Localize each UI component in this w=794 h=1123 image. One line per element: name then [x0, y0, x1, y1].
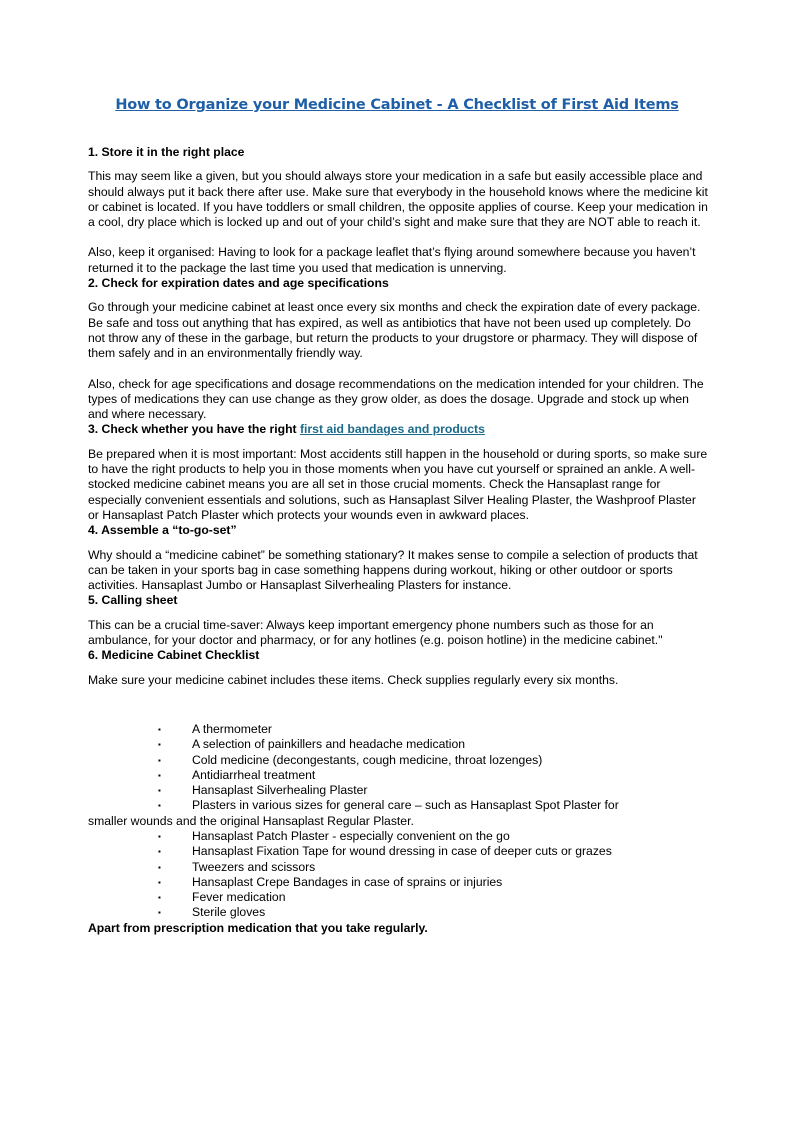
paragraph-to-go-set: Why should a “medicine cabinet” be something stationary? It makes sense to compile a selection of products that can be taken in your sports bag in case something happens during workout, hiking or other outdoor or sports activities. Hansaplast Jumbo or Hansaplast Silverhealing Plasters for instance.	[88, 547, 698, 593]
heading-store: 1. Store it in the right place	[88, 145, 245, 159]
list-item: ▪ Sterile gloves	[158, 905, 266, 920]
list-item: ▪ Antidiarrheal treatment	[158, 767, 316, 782]
bullet-icon: ▪	[158, 724, 161, 734]
bullet-icon: ▪	[158, 877, 161, 887]
paragraph-calling-sheet: This can be a crucial time-saver: Always keep important emergency phone numbers such as those for an ambulance, for your doctor and pharmacy, or for any hotlines (e.g. poison hotline) in the medicine cabinet."	[88, 617, 663, 648]
bullet-icon: ▪	[158, 847, 161, 857]
list-item: ▪ Hansaplast Patch Plaster - especially convenient on the go	[158, 828, 510, 843]
paragraph-bandages: Be prepared when it is most important: Most accidents still happen in the household or during sports, so make sure to have the right products to help you in those moments when you have cut yourself or sprained an ankle. A well-stocked medicine cabinet means you are all set in those crucial moments. Check the Hansaplast range for especially convenient essentials and solutions, such as Hansaplast Silver Healing Plaster, the Washproof Plaster or Hansaplast Patch Plaster which protects your wounds even in awkward places.	[88, 446, 708, 522]
list-item: ▪ Fever medication	[158, 890, 286, 905]
paragraph-checklist: Make sure your medicine cabinet includes these items. Check supplies regularly every six months.	[88, 672, 619, 687]
list-item: ▪ A selection of painkillers and headache medication	[158, 737, 466, 752]
paragraph-expiration-1: Go through your medicine cabinet at least once every six months and check the expiration date of every package. Be safe and toss out anything that has expired, as well as antibiotics that have not been used up completely. Do not throw any of these in the garbage, but return the products to your drugstore or pharmacy. They will dispose of them safely and in an environmentally friendly way.	[88, 300, 701, 361]
list-item: ▪ Hansaplast Crepe Bandages in case of sprains or injuries	[158, 874, 503, 889]
bullet-icon: ▪	[158, 740, 161, 750]
checklist	[88, 722, 708, 921]
list-item: ▪ A thermometer	[158, 721, 272, 736]
list-item-continuation: smaller wounds and the original Hansaplast Regular Plaster.	[88, 813, 414, 828]
list-item: ▪ Hansaplast Silverhealing Plaster	[158, 783, 368, 798]
paragraph-store-1: This may seem like a given, but you should always store your medication in a safe but easily accessible place and should always put it back there after use. Make sure that everybody in the household knows where the medicine kit or cabinet is located. If you have toddlers or small children, the opposite applies of course. Keep your medication in a cool, dry place which is locked up and out of your child’s sight and make sure that they are NOT able to reach it.	[88, 169, 708, 230]
heading-checklist: 6. Medicine Cabinet Checklist	[88, 648, 260, 663]
bullet-icon: ▪	[158, 786, 161, 796]
bullet-icon: ▪	[158, 801, 161, 811]
bullet-icon: ▪	[158, 862, 161, 872]
heading-bandages-text: 3. Check whether you have the right	[88, 422, 297, 437]
bullet-icon: ▪	[158, 770, 161, 780]
list-item: ▪ Cold medicine (decongestants, cough medicine, throat lozenges)	[158, 752, 543, 767]
bullet-icon: ▪	[158, 893, 161, 903]
heading-to-go-set: 4. Assemble a “to-go-set”	[88, 523, 237, 538]
bullet-icon: ▪	[158, 908, 161, 918]
paragraph-expiration-2: Also, check for age specifications and dosage recommendations on the medication intended for your children. The types of medications they can use change as they grow older, as does the dosage. Upgrade and stock up when and where necessary.	[88, 376, 704, 422]
closing-note: Apart from prescription medication that you take regularly.	[88, 920, 428, 935]
paragraph-store-2: Also, keep it organised: Having to look for a package leaflet that’s flying around somewhere because you haven’t returned it to the package the last time you used that medication is unnerving.	[88, 245, 696, 275]
article-body	[88, 145, 708, 936]
heading-expiration: 2. Check for expiration dates and age specifications	[88, 276, 389, 291]
heading-bandages	[88, 422, 708, 437]
heading-calling-sheet: 5. Calling sheet	[88, 593, 178, 608]
bandages-link[interactable]: first aid bandages and products	[299, 422, 485, 437]
bullet-icon: ▪	[158, 831, 161, 841]
page-title[interactable]: How to Organize your Medicine Cabinet - A Checklist of First Aid Items	[115, 97, 679, 113]
list-item: ▪ Plasters in various sizes for general care – such as Hansaplast Spot Plaster for smaller wounds and the original Hansaplast Regular Plaster.	[88, 798, 708, 829]
bullet-icon: ▪	[158, 755, 161, 765]
list-item: ▪ Hansaplast Fixation Tape for wound dressing in case of deeper cuts or grazes	[158, 844, 612, 859]
list-item: ▪ Tweezers and scissors	[158, 859, 316, 874]
